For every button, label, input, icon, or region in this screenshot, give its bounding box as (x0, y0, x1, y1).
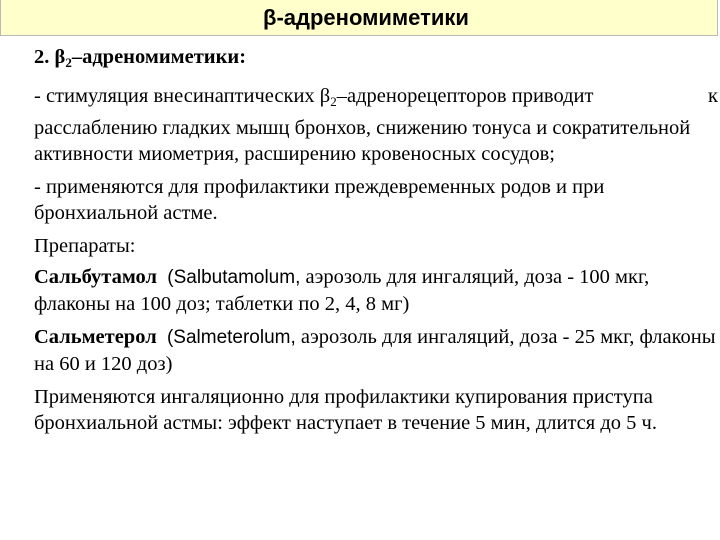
drug-salmeterol (34, 324, 718, 377)
heading-subscript: 2 (65, 55, 72, 70)
paragraph-usage-indications: - применяются для профилактики преждевременных родов и при бронхиальной астме. (34, 176, 605, 224)
drug-salmeterol-latin: (Salmeterolum, (166, 327, 296, 348)
stimulation-text-c: к (708, 85, 718, 107)
section-heading (34, 44, 718, 76)
stimulation-text-b: –адренорецепторов приводит (336, 85, 594, 107)
drug-salbutamol-details: аэрозоль для ингаляций, доза - 100 мкг, флаконы на 100 доз; таблетки по 2, 4, 8 мг) (34, 266, 650, 315)
stimulation-text-a: - стимуляция внесинаптических β (34, 85, 331, 107)
paragraph-stimulation-first-line (34, 83, 718, 115)
drug-salbutamol-latin: (Salbutamolum, (167, 267, 301, 288)
title-bar (0, 0, 718, 36)
drug-salbutamol-name: Сальбутамол (34, 266, 158, 288)
paragraph-stimulation (34, 83, 718, 167)
drug-salmeterol-name: Сальметерол (34, 326, 157, 348)
slide-title: β-адреномиметики (263, 5, 469, 30)
stimulation-subscript: 2 (330, 94, 337, 109)
drug-salmeterol-details: аэрозоль для ингаляций, доза - 25 мкг, флаконы на 60 и 120 доз) (34, 326, 716, 375)
slide-content (34, 44, 718, 443)
stimulation-text-rest: расслаблению гладких мышц бронхов, снижению тонуса и сократительной активности миометрия, расширению кровеносных сосудов; (34, 117, 691, 165)
heading-prefix: 2. β (34, 46, 66, 68)
preparations-label: Препараты: (34, 235, 136, 257)
drug-salbutamol (34, 264, 718, 317)
heading-suffix: –адреномиметики: (71, 46, 247, 68)
paragraph-application: Применяются ингаляционно для профилактики купирования приступа бронхиальной астмы: эффект наступает в течение 5 мин, длится до 5 ч. (34, 386, 657, 434)
